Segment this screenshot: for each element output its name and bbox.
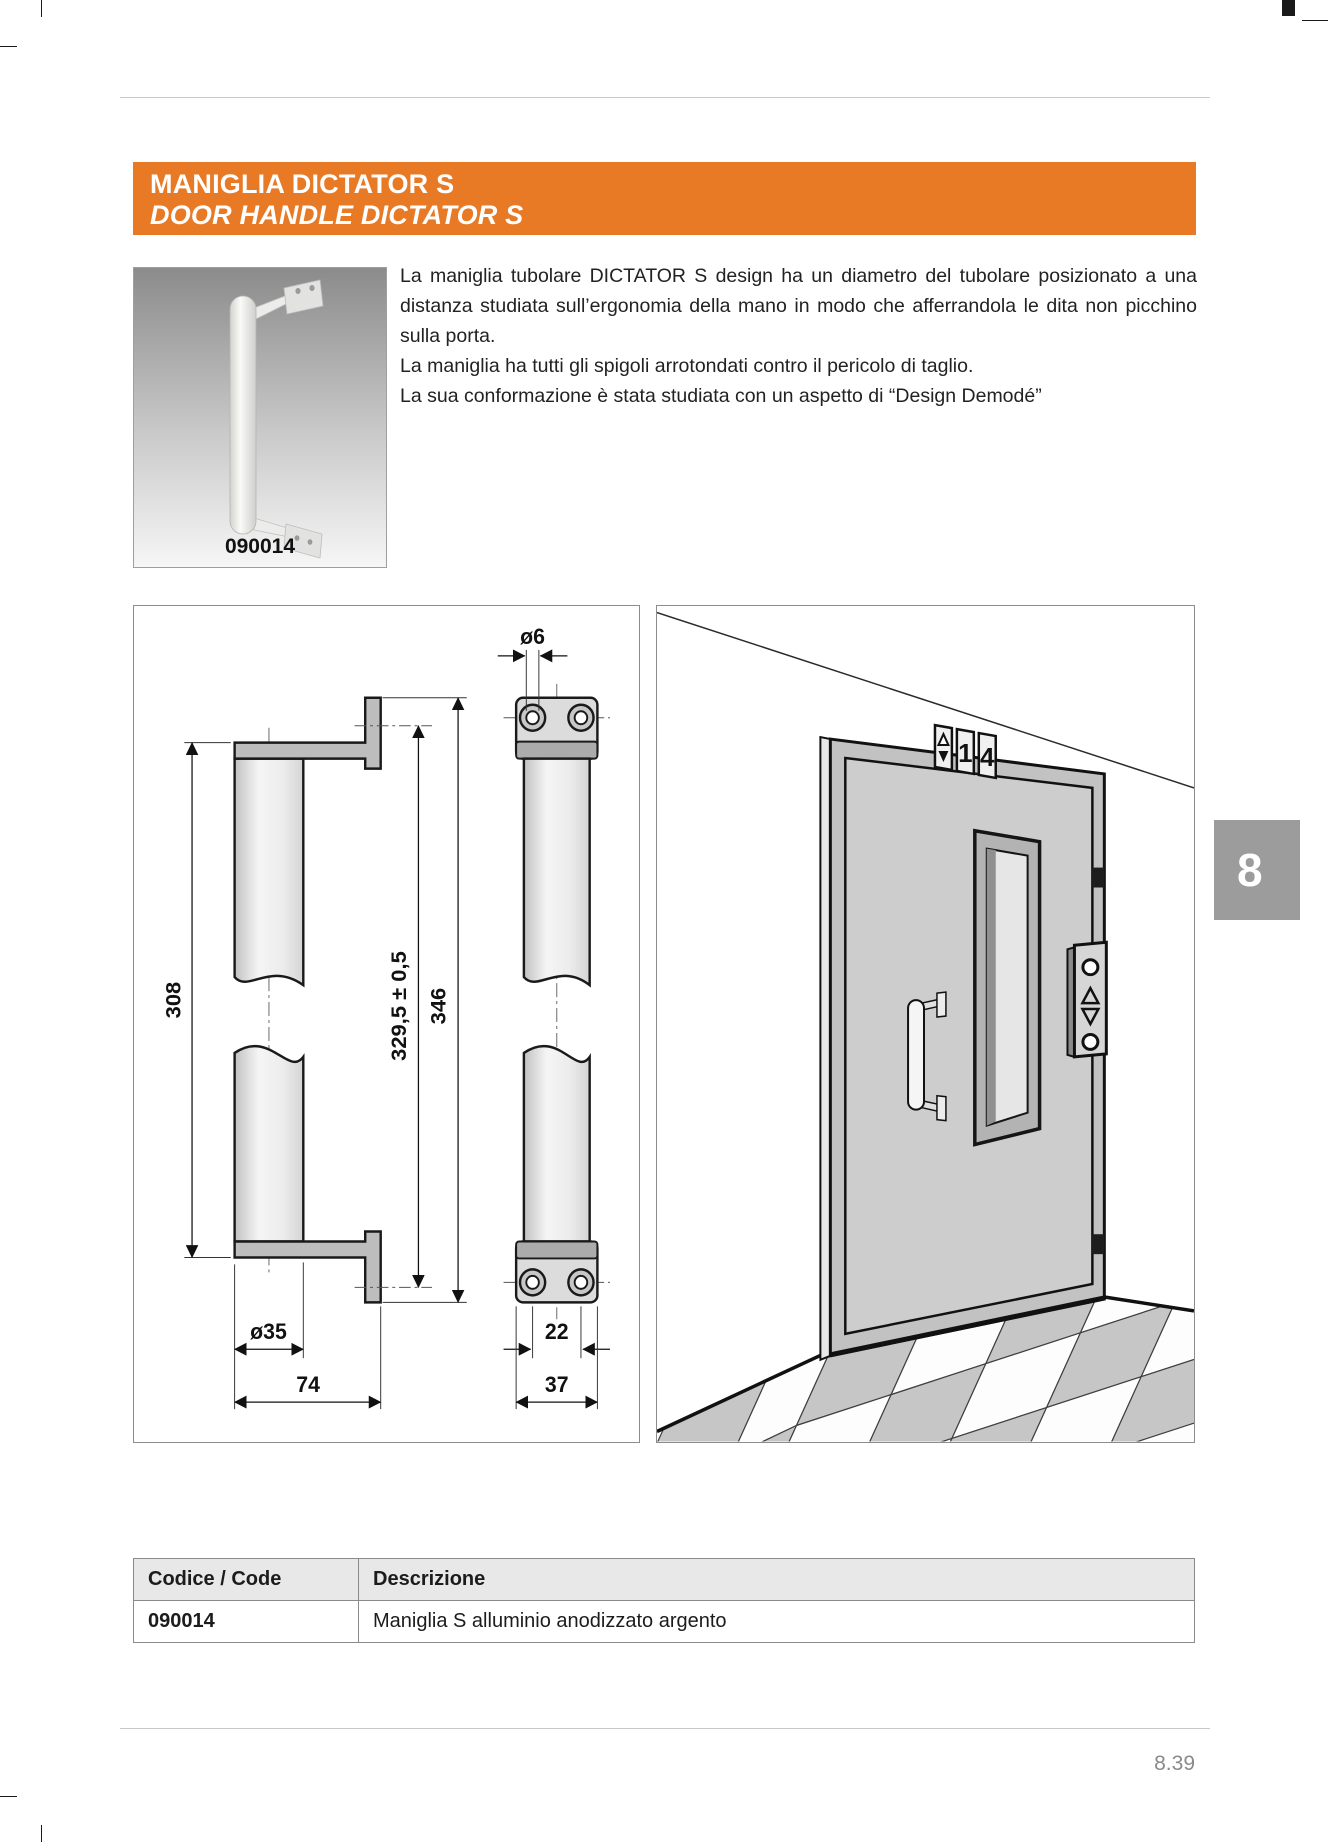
tube-front-upper — [524, 759, 590, 985]
floor-number: 4 — [980, 743, 995, 772]
crop-mark-top-left-v — [41, 0, 42, 17]
product-photo-box — [133, 267, 387, 568]
floor-number: 1 — [958, 739, 973, 768]
product-table — [133, 1558, 1195, 1643]
dim-hole-distance-vertical: 329,5 ± 0,5 — [386, 951, 411, 1061]
hinge — [1091, 868, 1104, 888]
table-row — [134, 1601, 1195, 1643]
tube-side-lower — [235, 1046, 304, 1241]
description-paragraph: La maniglia tubolare DICTATOR S design ha un diametro del tubolare posizionato a una distanza studiata sull’ergonomia della mano in modo che afferrandola le dita non picchino sulla porta. — [400, 265, 1197, 347]
top-bracket-side — [235, 698, 381, 769]
dim-tube-diameter: ø35 — [250, 1318, 287, 1345]
title-banner — [133, 162, 1196, 235]
page-title: MANIGLIA DICTATOR S — [150, 169, 455, 199]
screw-hole — [575, 711, 588, 724]
dim-plate-width: 37 — [544, 1371, 569, 1398]
page-subtitle: DOOR HANDLE DICTATOR S — [150, 200, 524, 230]
crop-mark-top-left-h — [0, 46, 17, 47]
page-number: 8.39 — [1154, 1752, 1195, 1775]
crop-mark-bottom-left-v — [41, 1825, 42, 1842]
call-button-icon — [1083, 960, 1098, 975]
table-cell-description: Maniglia S alluminio anodizzato argento — [359, 1601, 1195, 1643]
dim-hole-diameter: ø6 — [520, 623, 545, 649]
screw-hole — [575, 1276, 588, 1289]
tube-front-lower — [524, 1046, 590, 1241]
door-illustration-panel — [656, 605, 1195, 1443]
table-header-code: Codice / Code — [134, 1559, 359, 1601]
top-rule — [120, 97, 1210, 98]
crop-mark-bottom-left-h — [0, 1796, 17, 1797]
crop-mark-top-right-bar — [1282, 0, 1295, 16]
bottom-rule — [120, 1728, 1210, 1729]
table-cell-code: 090014 — [134, 1601, 359, 1643]
tube-side-upper — [235, 759, 304, 985]
technical-drawing-panel — [133, 605, 640, 1443]
dim-hole-spacing: 22 — [544, 1318, 569, 1345]
table-header-description: Descrizione — [359, 1559, 1195, 1601]
dim-grip-length: 308 — [160, 981, 186, 1019]
dimension-drawing — [134, 606, 639, 1442]
product-code-caption: 090014 — [224, 535, 296, 558]
dim-bracket-depth: 74 — [296, 1371, 320, 1398]
door-slab — [845, 758, 1092, 1334]
hinge — [1091, 1234, 1104, 1254]
bottom-bracket-side — [235, 1232, 381, 1303]
handle-tube — [230, 296, 256, 534]
description-paragraph: La sua conformazione è stata studiata con un aspetto di “Design Demodé” — [400, 385, 1042, 407]
crop-mark-top-right-h — [1302, 20, 1328, 21]
screw-hole — [526, 1276, 539, 1289]
call-button-panel — [1067, 942, 1106, 1057]
product-description — [400, 261, 1197, 411]
call-button-icon — [1083, 1034, 1098, 1049]
door-window-shadow — [987, 849, 996, 1126]
product-photo — [134, 268, 386, 567]
section-tab: 8 — [1214, 820, 1300, 920]
description-paragraph: La maniglia ha tutti gli spigoli arrotondati contro il pericolo di taglio. — [400, 355, 974, 377]
door-illustration — [657, 606, 1194, 1442]
dim-total-length: 346 — [425, 987, 451, 1025]
screw-hole — [526, 711, 539, 724]
